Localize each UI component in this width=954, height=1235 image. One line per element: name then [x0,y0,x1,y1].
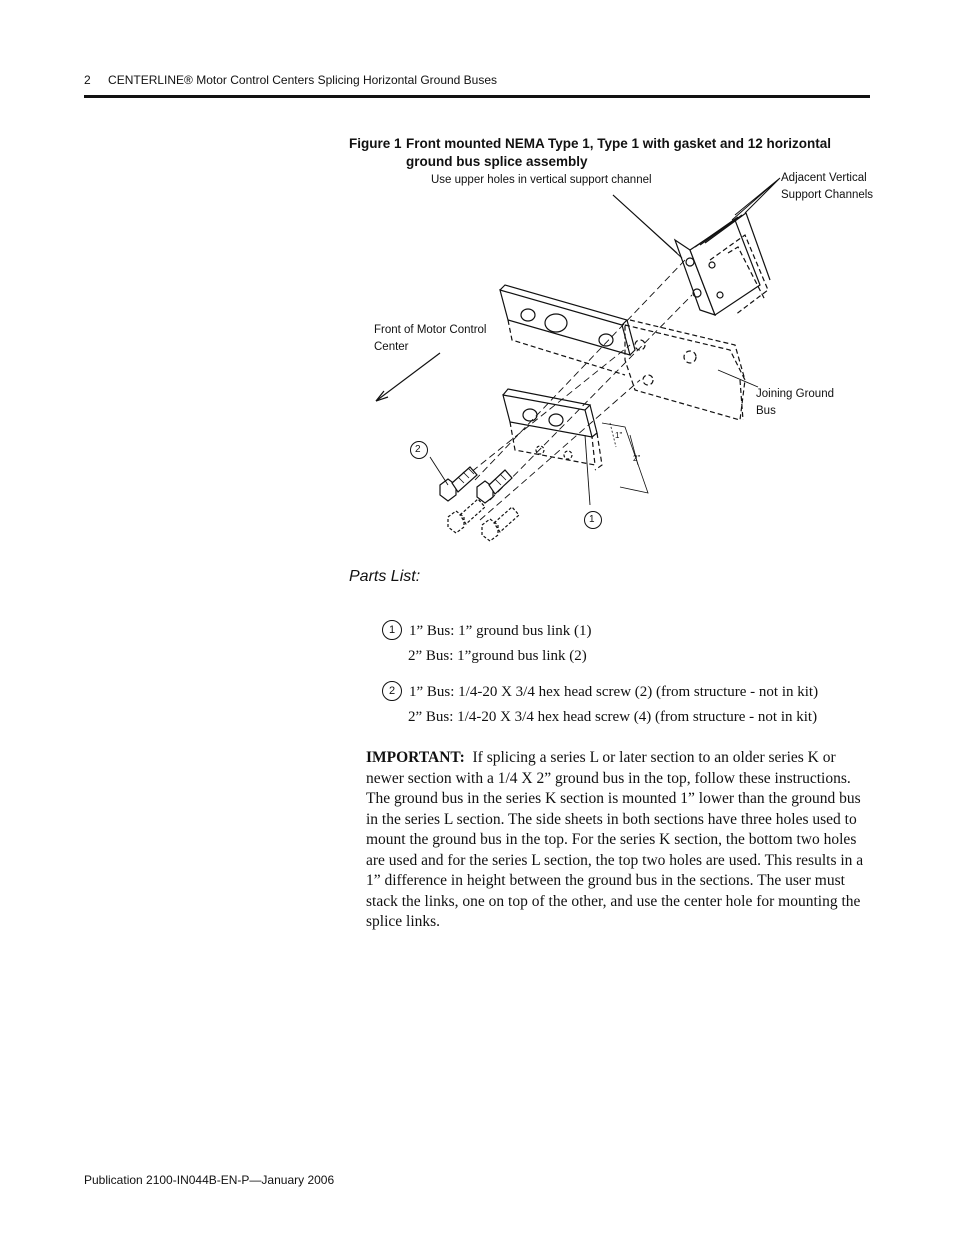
important-para-1: If splicing a series L or later section to an older series K or newer section with a 1/4 X 2” ground bus in the top, follow these instructions. [366,749,851,787]
callout-2-label: 2 [415,444,421,455]
joining-ground-bus [625,320,745,420]
callout-1-label: 1 [589,514,595,525]
part-line: 2” Bus: 1/4-20 X 3/4 hex head screw (4) (from structure - not in kit) [408,709,818,725]
page-header [84,73,497,87]
diagram-drawing [340,165,900,555]
splice-assembly-diagram [340,165,900,555]
important-para-2: The ground bus in the series K section is mounted 1” lower than the ground bus in the series L section. The side sheets in both sections have three holes used to mount the ground bus in the top. For the series K section, the bottom two holes are used and for the series L section, the top two holes are used. This results in a 1” difference in height between the ground bus in the sections. The user must stack the links, one on top of the other, and use the center hole for mounting the splice links. [366,790,864,930]
callout-circle: 2 [382,681,402,701]
bolt-axis-lines [455,260,692,520]
part-line: 2” Bus: 1”ground bus link (2) [408,648,587,664]
hex-head-screws [440,467,519,541]
part-item-2 [382,680,818,730]
important-label: IMPORTANT: [366,749,465,766]
front-arrow [376,353,440,401]
parts-list-heading: Parts List: [349,568,421,585]
label-dim-2: 2" [633,454,641,463]
part-item-1 [382,619,591,669]
part-line: 1” Bus: 1” ground bus link (1) [409,623,592,639]
label-joining-bus: Joining Ground Bus [756,388,834,417]
upper-splice-link [500,285,635,375]
label-adjacent-channels: Adjacent Vertical Support Channels [781,172,874,201]
callout-circle: 1 [382,620,402,640]
important-note [366,748,871,933]
figure-caption-text: Front mounted NEMA Type 1, Type 1 with gasket and 12 horizontal ground bus splice assembly [406,136,832,169]
page-number: 2 [84,73,91,87]
vertical-support-channels [675,213,770,315]
header-title: CENTERLINE® Motor Control Centers Splicing Horizontal Ground Buses [108,73,498,87]
dimension-lines [602,423,648,493]
figure-number: Figure 1 [349,136,402,151]
part-line: 1” Bus: 1/4-20 X 3/4 hex head screw (2) (from structure - not in kit) [409,684,819,700]
label-front-mcc: Front of Motor Control Center [374,324,487,353]
footer-publication: Publication 2100-IN044B-EN-P—January 2006 [84,1173,335,1187]
label-dim-1: 1" [615,431,623,440]
label-upper-holes: Use upper holes in vertical support channel [431,174,652,186]
header-rule [84,95,870,98]
